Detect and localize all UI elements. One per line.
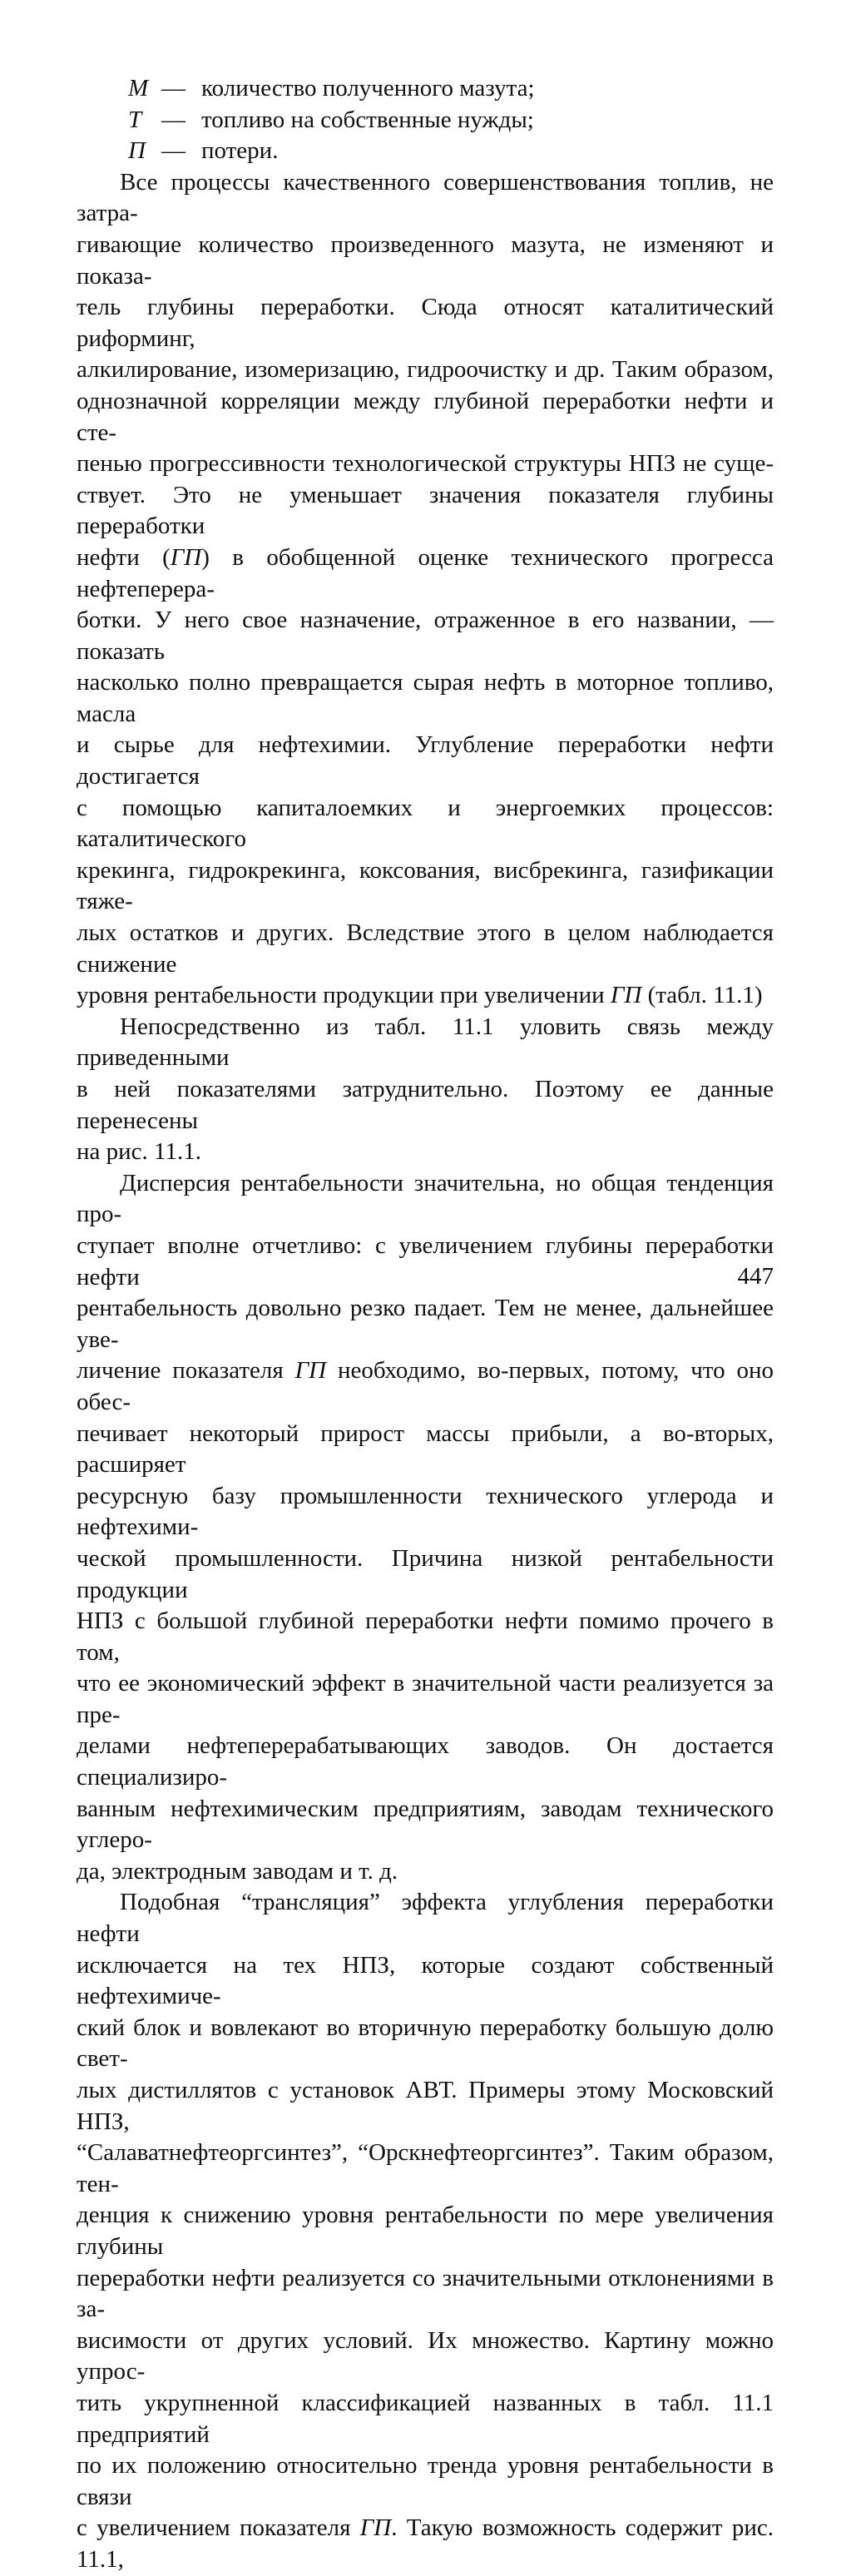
definition-symbol: П — [128, 137, 146, 165]
text-line: ческой промышленности. Причина низкой рентабельности продукции — [77, 1544, 774, 1603]
text-line: в ней показателями затруднительно. Поэтому ее данные перенесены — [77, 1076, 774, 1134]
text-line: исключается на тех НПЗ, которые создают собственный нефтехимиче- — [77, 1951, 774, 2010]
text-line: ствует. Это не уменьшает значения показателя глубины переработки — [77, 481, 774, 540]
definitions-list — [128, 73, 774, 167]
definition-dash: — — [161, 75, 186, 102]
text-line: и сырье для нефтехимии. Углубление переработки нефти достигается — [77, 731, 774, 790]
symbol-gp: ГП — [610, 982, 642, 1009]
text-line: с увеличением показателя ГП. Такую возможность содержит рис. 11.1, — [77, 2514, 774, 2573]
text-line: денция к снижению уровня рентабельности по мере увеличения глубины — [77, 2202, 774, 2260]
text-line: печивает некоторый прирост массы прибыли, а во-вторых, расширяет — [77, 1419, 774, 1479]
definition-item — [128, 136, 774, 167]
text-line: Все процессы качественного совершенствования топлив, не затра- — [77, 168, 774, 227]
text-line: ский блок и вовлекают во вторичную переработку большую долю свет- — [77, 2014, 774, 2073]
text-line: лых остатков и других. Вследствие этого в целом наблюдается снижение — [77, 919, 774, 978]
text-line: по их положению относительно тренда уровня рентабельности в связи — [77, 2452, 774, 2510]
body-text — [77, 167, 774, 2576]
text-line: ресурсную базу промышленности технического углерода и нефтехими- — [77, 1482, 774, 1541]
definition-text: потери. — [201, 137, 279, 165]
text-line: Непосредственно из табл. 11.1 уловить связь между приведенными — [77, 1013, 774, 1072]
paragraph — [77, 1012, 774, 1168]
text-line: с помощью капиталоемких и энергоемких процессов: каталитического — [77, 794, 774, 853]
definition-text: количество полученного мазута; — [201, 75, 535, 102]
text-line: Дисперсия рентабельности значительна, но общая тенденция про- — [77, 1169, 774, 1228]
text-line: тить укрупненной классификацией названных в табл. 11.1 предприятий — [77, 2389, 774, 2448]
text-line: тель глубины переработки. Сюда относят каталитический риформинг, — [77, 294, 774, 352]
text-line: делами нефтеперерабатывающих заводов. Он достается специализиро- — [77, 1732, 774, 1791]
text-line: да, электродным заводам и т. д. — [77, 1857, 398, 1885]
text-line: висимости от других условий. Их множество. Картину можно упрос- — [77, 2326, 774, 2385]
definition-dash: — — [161, 106, 186, 133]
page-body — [77, 73, 774, 2576]
text-line: НПЗ с большой глубиной переработки нефти помимо прочего в том, — [77, 1608, 774, 1666]
symbol-gp: ГП — [294, 1357, 327, 1385]
page-number: 447 — [737, 1263, 774, 1290]
text-line: на рис. 11.1. — [77, 1138, 201, 1166]
definition-text: топливо на собственные нужды; — [201, 106, 534, 133]
text-line: переработки нефти реализуется со значительными отклонениями в за- — [77, 2264, 774, 2323]
symbol-gp: ГП — [359, 2514, 392, 2542]
text-line: Подобная “трансляция” эффекта углубления переработки нефти — [77, 1889, 774, 1948]
text-line: пенью прогрессивности технологической структуры НПЗ не суще- — [77, 450, 774, 478]
text-line: нефти (ГП) в обобщенной оценке технического прогресса нефтеперера- — [77, 543, 774, 602]
text-line: насколько полно превращается сырая нефть в моторное топливо, масла — [77, 669, 774, 727]
text-line: ступает вполне отчетливо: с увеличением глубины переработки нефти — [77, 1231, 774, 1290]
definition-symbol: Т — [128, 106, 142, 133]
text-line: лых дистиллятов с установок АВТ. Примеры этому Московский НПЗ, — [77, 2077, 774, 2135]
paragraph — [77, 1168, 774, 1888]
text-line: алкилирование, изомеризацию, гидроочистку и др. Таким образом, — [77, 356, 774, 384]
definition-item — [128, 105, 774, 136]
text-line: рентабельность довольно резко падает. Тем не менее, дальнейшее уве- — [77, 1295, 774, 1353]
text-line: уровня рентабельности продукции при увеличении ГП (табл. 11.1) — [77, 982, 763, 1009]
definition-dash: — — [161, 137, 186, 165]
text-line: что ее экономический эффект в значительной части реализуется за пре- — [77, 1670, 774, 1728]
paragraph — [77, 1887, 774, 2575]
definition-item — [128, 73, 774, 105]
text-line: гивающие количество произведенного мазута, не изменяют и показа- — [77, 230, 774, 290]
text-line: ванным нефтехимическим предприятиям, заводам технического углеро- — [77, 1795, 774, 1854]
paragraph — [77, 167, 774, 1012]
text-line: крекинга, гидрокрекинга, коксования, висбрекинга, газификации тяже- — [77, 856, 774, 915]
text-line: “Салаватнефтеоргсинтез”, “Орскнефтеоргсинтез”. Таким образом, тен- — [77, 2139, 774, 2197]
definition-symbol: М — [128, 75, 149, 102]
text-line: ботки. У него свое назначение, отраженное в его названии, — показать — [77, 607, 774, 665]
text-line: личение показателя ГП необходимо, во-первых, потому, что оно обес- — [77, 1357, 774, 1415]
text-line: однозначной корреляции между глубиной переработки нефти и сте- — [77, 387, 774, 446]
symbol-gp: ГП — [170, 543, 202, 571]
